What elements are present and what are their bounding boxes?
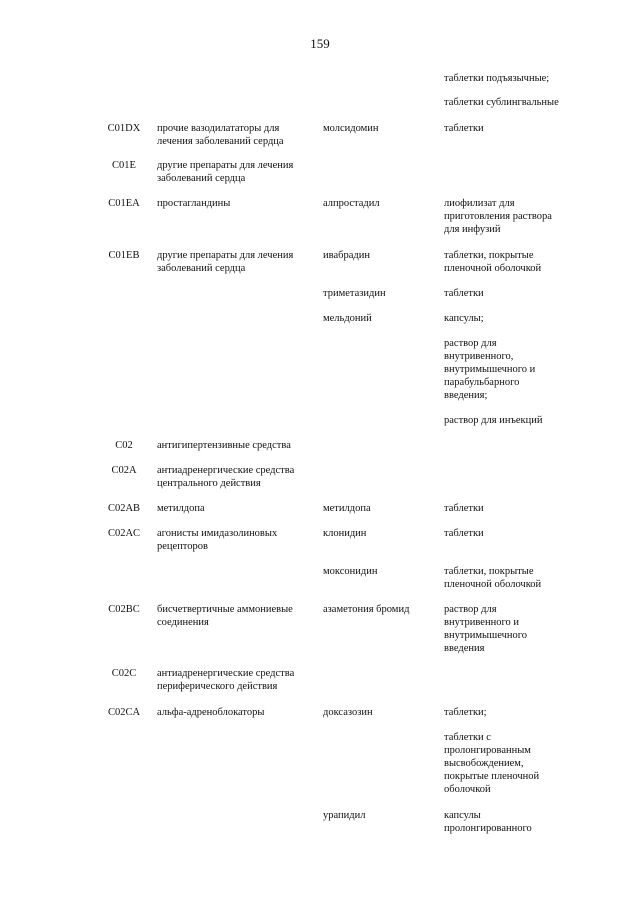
substance-cell: моксонидин xyxy=(323,566,378,577)
group-name-cell: прочие вазодилататоры для лечения заболеваний сердца xyxy=(157,123,284,147)
atc-code-cell: C02A xyxy=(111,465,137,476)
atc-code-cell: C02CA xyxy=(107,707,141,718)
atc-code-cell: C02AB xyxy=(107,503,141,514)
substance-cell: молсидомин xyxy=(323,123,379,134)
dosage-form-cell: таблетки сублингвальные xyxy=(444,97,559,108)
atc-code-cell: C01DX xyxy=(107,123,141,134)
substance-cell: алпростадил xyxy=(323,198,380,209)
substance-cell: метилдопа xyxy=(323,503,371,514)
dosage-form-cell: таблетки подъязычные; xyxy=(444,73,550,84)
group-name-cell: агонисты имидазолиновых рецепторов xyxy=(157,528,278,552)
substance-cell: триметазидин xyxy=(323,288,386,299)
substance-cell: мельдоний xyxy=(323,313,372,324)
dosage-form-cell: таблетки, покрытые пленочной оболочкой xyxy=(444,250,542,274)
substance-cell: урапидил xyxy=(323,810,366,821)
substance-cell: ивабрадин xyxy=(323,250,370,261)
group-name-cell: бисчетвертичные аммониевые соединения xyxy=(157,604,293,628)
dosage-form-cell: таблетки xyxy=(444,528,484,539)
dosage-form-cell: капсулы; xyxy=(444,313,484,324)
dosage-form-cell: раствор для внутривенного, внутримышечного и парабульбарного введения; xyxy=(444,338,536,401)
group-name-cell: другие препараты для лечения заболеваний сердца xyxy=(157,160,294,184)
substance-cell: азаметония бромид xyxy=(323,604,410,615)
group-name-cell: альфа-адреноблокаторы xyxy=(157,707,265,718)
atc-code-cell: C01E xyxy=(112,160,136,171)
atc-code-cell: C01EA xyxy=(108,198,140,209)
atc-code-cell: C02BC xyxy=(108,604,140,615)
group-name-cell: другие препараты для лечения заболеваний сердца xyxy=(157,250,294,274)
atc-code-cell: C02 xyxy=(115,440,133,451)
dosage-form-cell: таблетки xyxy=(444,123,484,134)
group-name-cell: метилдопа xyxy=(157,503,205,514)
substance-cell: доксазозин xyxy=(323,707,373,718)
dosage-form-cell: таблетки, покрытые пленочной оболочкой xyxy=(444,566,542,590)
dosage-form-cell: таблетки xyxy=(444,288,484,299)
dosage-form-cell: раствор для внутривенного и внутримышечного введения xyxy=(444,604,528,654)
group-name-cell: антиадренергические средства центрального действия xyxy=(157,465,295,489)
dosage-form-cell: таблетки; xyxy=(444,707,487,718)
group-name-cell: простагландины xyxy=(157,198,231,209)
substance-cell: клонидин xyxy=(323,528,367,539)
atc-code-cell: C02C xyxy=(111,668,137,679)
group-name-cell: антиадренергические средства периферического действия xyxy=(157,668,295,692)
dosage-form-cell: таблетки xyxy=(444,503,484,514)
atc-code-cell: C01EB xyxy=(108,250,140,261)
dosage-form-cell: таблетки с пролонгированным высвобождением, покрытые пленочной оболочкой xyxy=(444,732,540,795)
group-name-cell: антигипертензивные средства xyxy=(157,440,291,451)
dosage-form-cell: лиофилизат для приготовления раствора для инфузий xyxy=(444,198,552,235)
dosage-form-cell: капсулы пролонгированного xyxy=(444,810,532,834)
atc-code-cell: C02AC xyxy=(107,528,141,539)
page-number: 159 xyxy=(310,36,330,51)
dosage-form-cell: раствор для инъекций xyxy=(444,415,543,426)
